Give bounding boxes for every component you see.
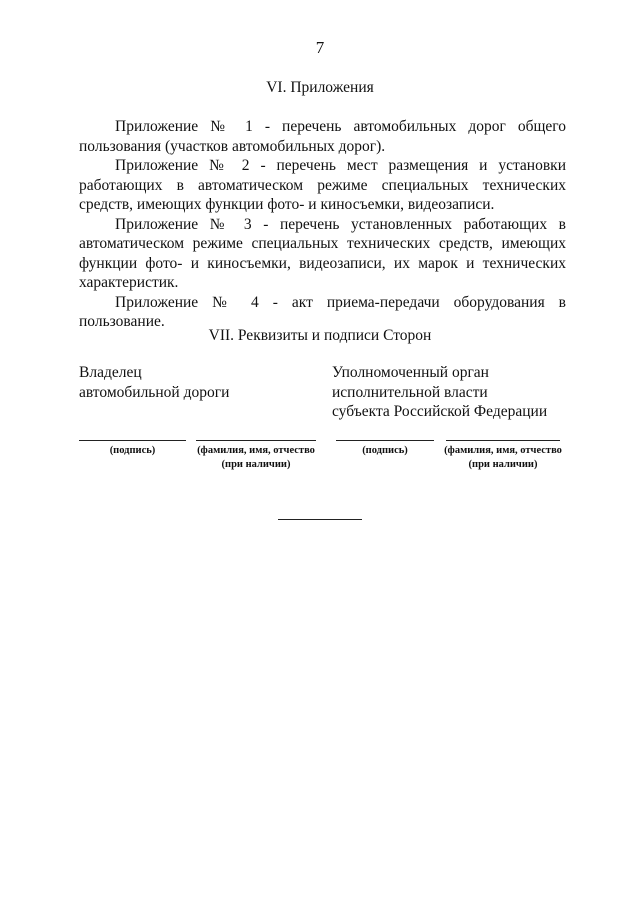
appendix-1-paragraph: Приложение № 1 - перечень автомобильных дорог общего пользования (участков автомобильных дорог). — [79, 118, 566, 155]
authority-signature-caption — [336, 444, 434, 458]
authority-name-caption-line1: (фамилия, имя, отчество — [444, 445, 562, 456]
owner-name-caption-line1: (фамилия, имя, отчество — [197, 445, 315, 456]
section-heading-signatures: VII. Реквизиты и подписи Сторон — [208, 327, 432, 344]
authority-signature-line — [336, 440, 434, 441]
owner-party-block — [79, 363, 229, 402]
authority-name-caption — [436, 444, 570, 471]
authority-label-line2: исполнительной власти — [332, 383, 488, 401]
owner-name-line — [196, 440, 316, 441]
owner-name-caption — [186, 444, 326, 471]
appendix-2-paragraph: Приложение № 2 - перечень мест размещения и установки работающих в автоматическом режиме специальных технических средств, имеющих функции фото- и киносъемки, видеозаписи. — [79, 157, 566, 213]
authority-party-block — [332, 363, 547, 422]
owner-name-caption-line2: (при наличии) — [221, 458, 291, 470]
authority-signature-caption-text: (подпись) — [362, 445, 408, 456]
owner-label-line2: автомобильной дороги — [79, 383, 230, 401]
owner-signature-line — [79, 440, 186, 441]
owner-signature-caption-text: (подпись) — [109, 445, 156, 456]
appendix-3-paragraph: Приложение № 3 - перечень установленных работающих в автоматическом режиме специальных технических средств, имеющих функции фото- и киносъемки, видеозаписи, их марок и технических характеристик. — [79, 215, 566, 291]
authority-name-line — [446, 440, 560, 441]
document-end-rule — [278, 519, 362, 520]
owner-label-line1: Владелец — [79, 364, 142, 381]
authority-name-caption-line2: (при наличии) — [468, 458, 538, 470]
page-number: 7 — [315, 38, 325, 57]
appendices-list — [79, 117, 566, 332]
authority-label-line3: субъекта Российской Федерации — [332, 403, 548, 420]
owner-signature-caption — [79, 444, 186, 458]
appendix-4-paragraph: Приложение № 4 - акт приема-передачи оборудования в пользование. — [79, 293, 566, 330]
authority-label-line1: Уполномоченный орган — [332, 364, 489, 381]
section-heading-appendices: VI. Приложения — [266, 79, 374, 96]
